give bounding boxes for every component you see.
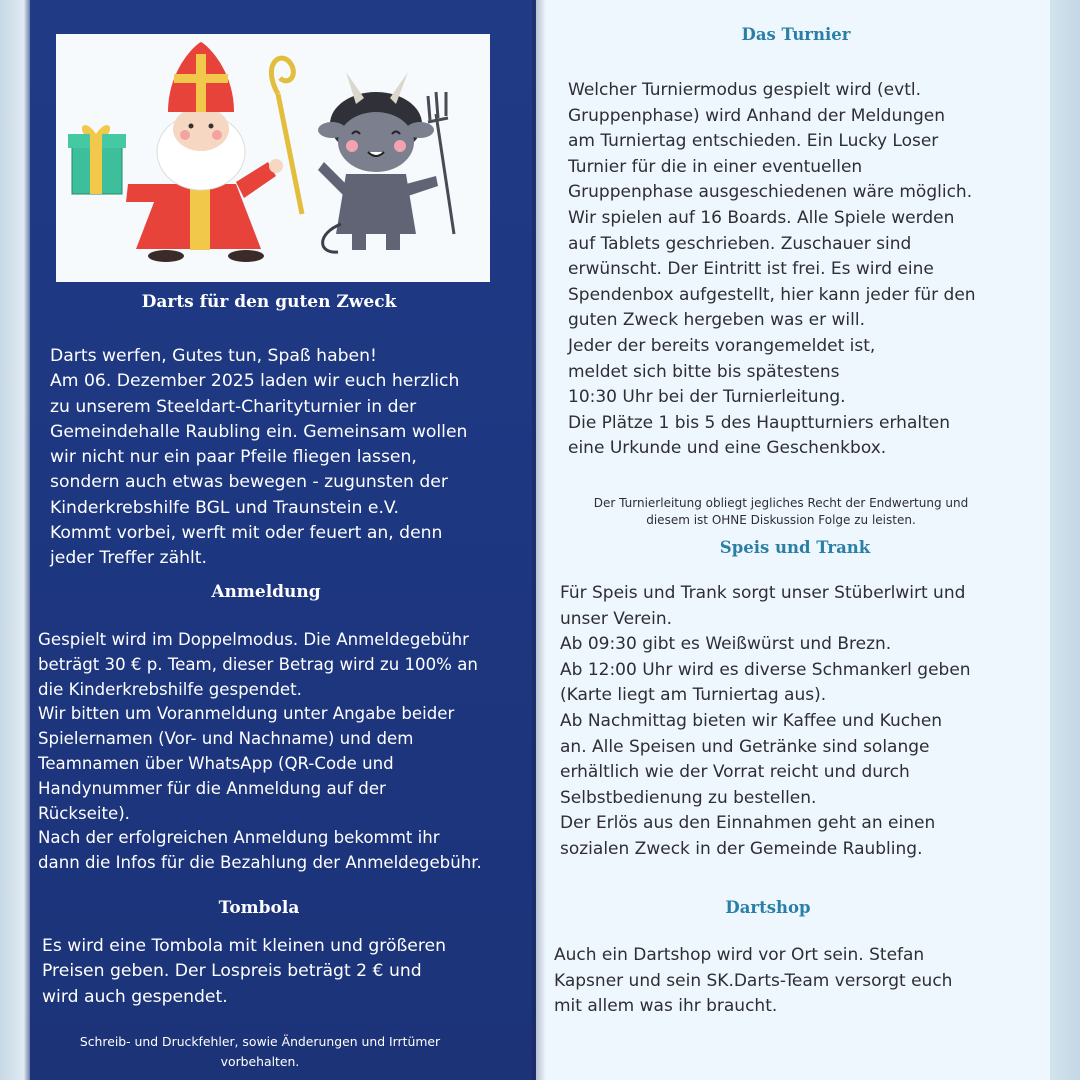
heading-tombola: Tombola [218,898,300,918]
flyer-panel-right [536,0,1052,1080]
flyer-panel-left [30,0,542,1080]
paragraph-registration: Gespielt wird im Doppelmodus. Die Anmeldegebühr beträgt 30 € p. Team, dieser Betrag wird zu 100% an die Kinderkrebshilfe gespendet. Wir bitten um Voranmeldung unter Angabe beider Spielernamen (Vor- und Nachname) und dem Teamnamen über WhatsApp (QR-Code und Handynummer für die Anmeldung auf der Rückseite). Nach der erfolgreichen Anmeldung bekommt ihr dann die Infos für die Bezahlung der Anmeldegebühr. [38,630,482,873]
paragraph-food: Für Speis und Trank sorgt unser Stüberlwirt und unser Verein. Ab 09:30 gibt es Weißwürst und Brezn. Ab 12:00 Uhr wird es diverse Schmankerl geben (Karte liegt am Turniertag aus). Ab Nachmittag bieten wir Kaffee und Kuchen an. Alle Speisen und Getränke sind solange erhältlich wie der Vorrat reicht und durch Selbstbedienung zu bestellen. Der Erlös aus den Einnahmen geht an einen sozialen Zweck in der Gemeinde Raubling. [560,583,971,859]
illustration-nikolaus-krampus [56,34,490,282]
heading-charity: Darts für den guten Zweck [141,292,397,312]
fold-shadow [532,0,546,1080]
heading-food: Speis und Trank [719,538,871,557]
heading-dartshop: Dartshop [725,898,811,917]
tournament-disclaimer: Der Turnierleitung obliegt jegliches Recht der Endwertung und diesem ist OHNE Diskussion Folge zu leisten. [593,496,969,527]
nikolaus-krampus-illustration [56,34,490,282]
paragraph-tournament: Welcher Turniermodus gespielt wird (evtl. Gruppenphase) wird Anhand der Meldungen am Turniertag entschieden. Ein Lucky Loser Turnier für die in einer eventuellen Gruppenphase ausgeschiedenen wäre möglich. Wir spielen auf 16 Boards. Alle Spiele werden auf Tablets geschrieben. Zuschauer sind erwünscht. Der Eintritt ist frei. Es wird eine Spendenbox aufgestellt, hier kann jeder für den guten Zweck hergeben was er will. Jeder der bereits vorangemeldet ist, meldet sich bitte bis spätestens 10:30 Uhr bei der Turnierleitung. Die Plätze 1 bis 5 des Hauptturniers erhalten eine Urkunde und eine Geschenkbox. [568,80,976,459]
paragraph-dartshop: Auch ein Dartshop wird vor Ort sein. Stefan Kapsner und sein SK.Darts-Team versorgt euch mit allem was ihr braucht. [554,945,953,1017]
heading-tournament: Das Turnier [741,25,851,44]
gift-icon [68,125,126,194]
paragraph-charity: Darts werfen, Gutes tun, Spaß haben! Am 06. Dezember 2025 laden wir euch herzlich zu unserem Steeldart-Charityturnier in der Gemeindehalle Raubling ein. Gemeinsam wollen wir nicht nur ein paar Pfeile fliegen lassen, sondern auch etwas bewegen - zugunsten der Kinderkrebshilfe BGL und Traunstein e.V. Kommt vorbei, werft mit oder feuert an, denn jeder Treffer zählt. [50,346,468,569]
background-edge-right [1050,0,1080,1080]
paragraph-tombola: Es wird eine Tombola mit kleinen und größeren Preisen geben. Der Lospreis beträgt 2 € und wird auch gespendet. [42,936,447,1007]
heading-registration: Anmeldung [211,582,321,602]
background-edge-left [0,0,34,1080]
krampus-figure [318,72,454,252]
nikolaus-figure [126,42,302,262]
footnote-errata: Schreib- und Druckfehler, sowie Änderungen und Irrtümer vorbehalten. [79,1034,441,1069]
